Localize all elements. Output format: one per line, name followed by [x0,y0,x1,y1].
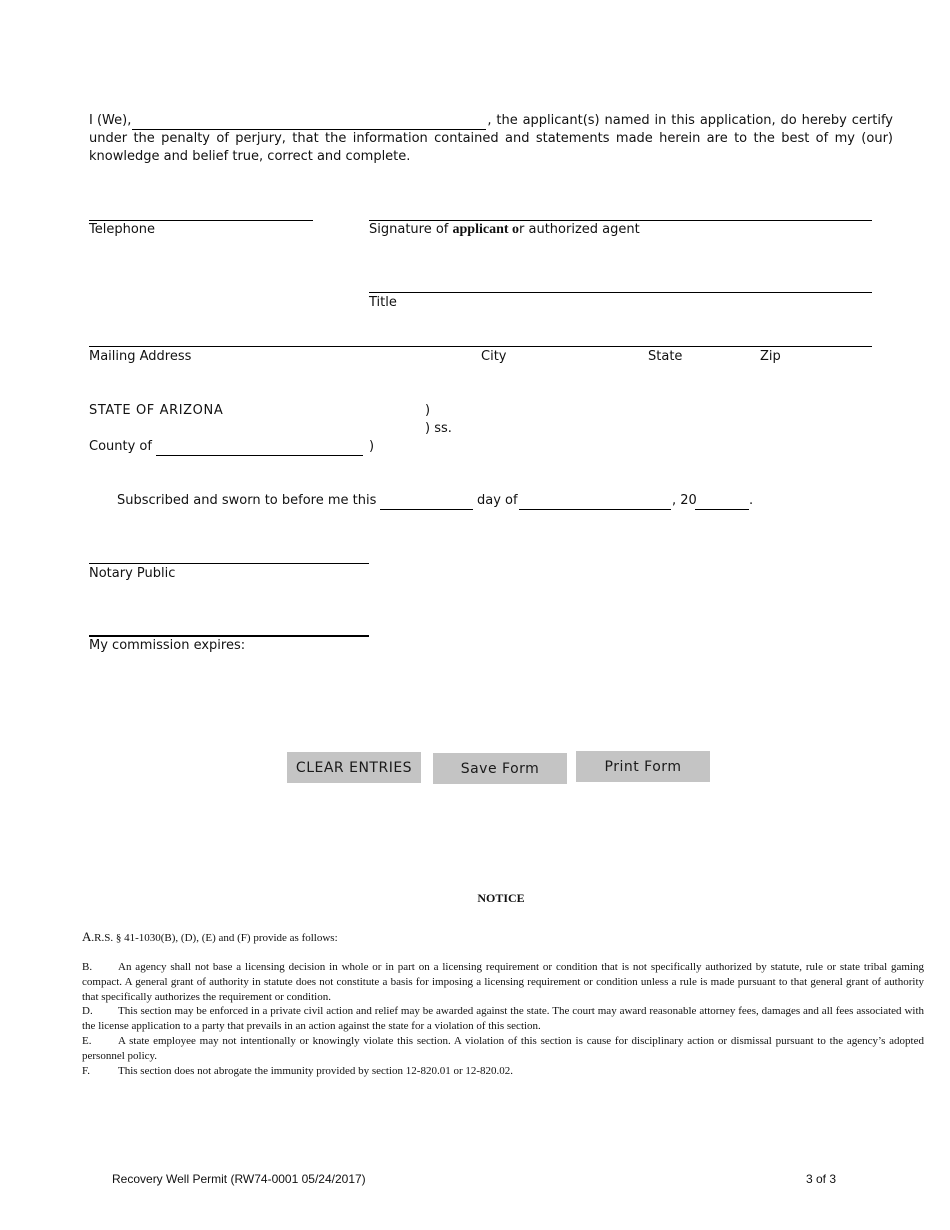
legal-text: A state employee may not intentionally or knowingly violate this section. A violation of this section is cause for disciplinary action or dismissal pursuant to the agency’s adopted personnel policy. [82,1035,924,1062]
certification-statement [89,112,893,166]
ars-citation [82,929,338,945]
legal-tag: E. [82,1035,92,1047]
state-of-arizona: STATE OF ARIZONA [89,403,224,418]
telephone-label: Telephone [89,222,156,237]
day-of-text: day of [477,493,518,508]
county-of-label: County of [89,439,152,454]
legal-item-e [82,1034,924,1064]
zip-label: Zip [760,349,781,364]
ars-text: .R.S. § 41-1030(B), (D), (E) and (F) provide as follows: [91,932,338,944]
city-label: City [481,349,507,364]
commission-label: My commission expires: [89,638,246,653]
notice-title: NOTICE [477,891,525,905]
telephone-field[interactable] [89,220,313,221]
legal-item-d [82,1004,924,1034]
signature-label-bold: applicant o [452,222,520,237]
legal-item-b [82,960,924,1005]
ss-mark: ) ss. [425,421,452,436]
applicant-name-field[interactable] [132,113,486,130]
period-text: . [749,493,754,508]
mailing-address-label: Mailing Address [89,349,192,364]
year-field[interactable] [695,509,749,510]
cert-prefix: I (We), [89,113,132,128]
twenty-text: , 20 [672,493,697,508]
cert-body-text: under the penalty of perjury, that the information contained and statements made herein are to the best of my (our) knowledge and belief true, correct and complete. [89,131,893,164]
paren-2: ) [369,439,375,454]
day-field[interactable] [380,509,473,510]
legal-text: An agency shall not base a licensing decision in whole or in part on a licensing requirement or condition that is not specifically authorized by statute, rule or state tribal gaming compact. A general grant of authority in statute does not constitute a basis for imposing a licensing requirement or condition unless a rule is made pursuant to that general grant of authority that specifically authorizes the requirement or condition. [82,961,924,1003]
legal-text: This section may be enforced in a private civil action and relief may be awarded against the state. The court may award reasonable attorney fees, damages and all fees associated with the license application to a party that prevails in an action against the state for a violation of this section. [82,1005,924,1032]
signature-label-post: r authorized agent [519,222,640,237]
title-label: Title [369,295,397,310]
form-id-footer: Recovery Well Permit (RW74-0001 05/24/2017) [112,1172,366,1186]
title-field[interactable] [369,292,872,293]
notary-public-label: Notary Public [89,566,176,581]
month-field[interactable] [519,509,671,510]
signature-label-pre: Signature of [369,222,453,237]
print-form-button[interactable]: Print Form [576,751,710,782]
page-number: 3 of 3 [806,1172,837,1186]
state-label: State [648,349,683,364]
county-field[interactable] [156,455,363,456]
save-form-button[interactable]: Save Form [433,753,567,784]
mailing-address-field[interactable] [89,346,872,347]
signature-field[interactable] [369,220,872,221]
paren-1: ) [425,403,431,418]
notary-signature-field[interactable] [89,563,369,564]
clear-entries-button[interactable]: CLEAR ENTRIES [287,752,421,783]
signature-label [369,222,640,238]
ars-initial: A [82,929,92,944]
legal-text: This section does not abrogate the immunity provided by section 12-820.01 or 12-820.02. [118,1065,514,1077]
subscribed-text: Subscribed and sworn to before me this [117,493,377,508]
legal-tag: F. [82,1065,90,1077]
legal-item-f [82,1064,924,1079]
cert-line1-text: , the applicant(s) named in this application, do hereby certify [487,113,893,128]
legal-tag: B. [82,961,93,973]
commission-field[interactable] [89,635,369,637]
legal-tag: D. [82,1005,93,1017]
